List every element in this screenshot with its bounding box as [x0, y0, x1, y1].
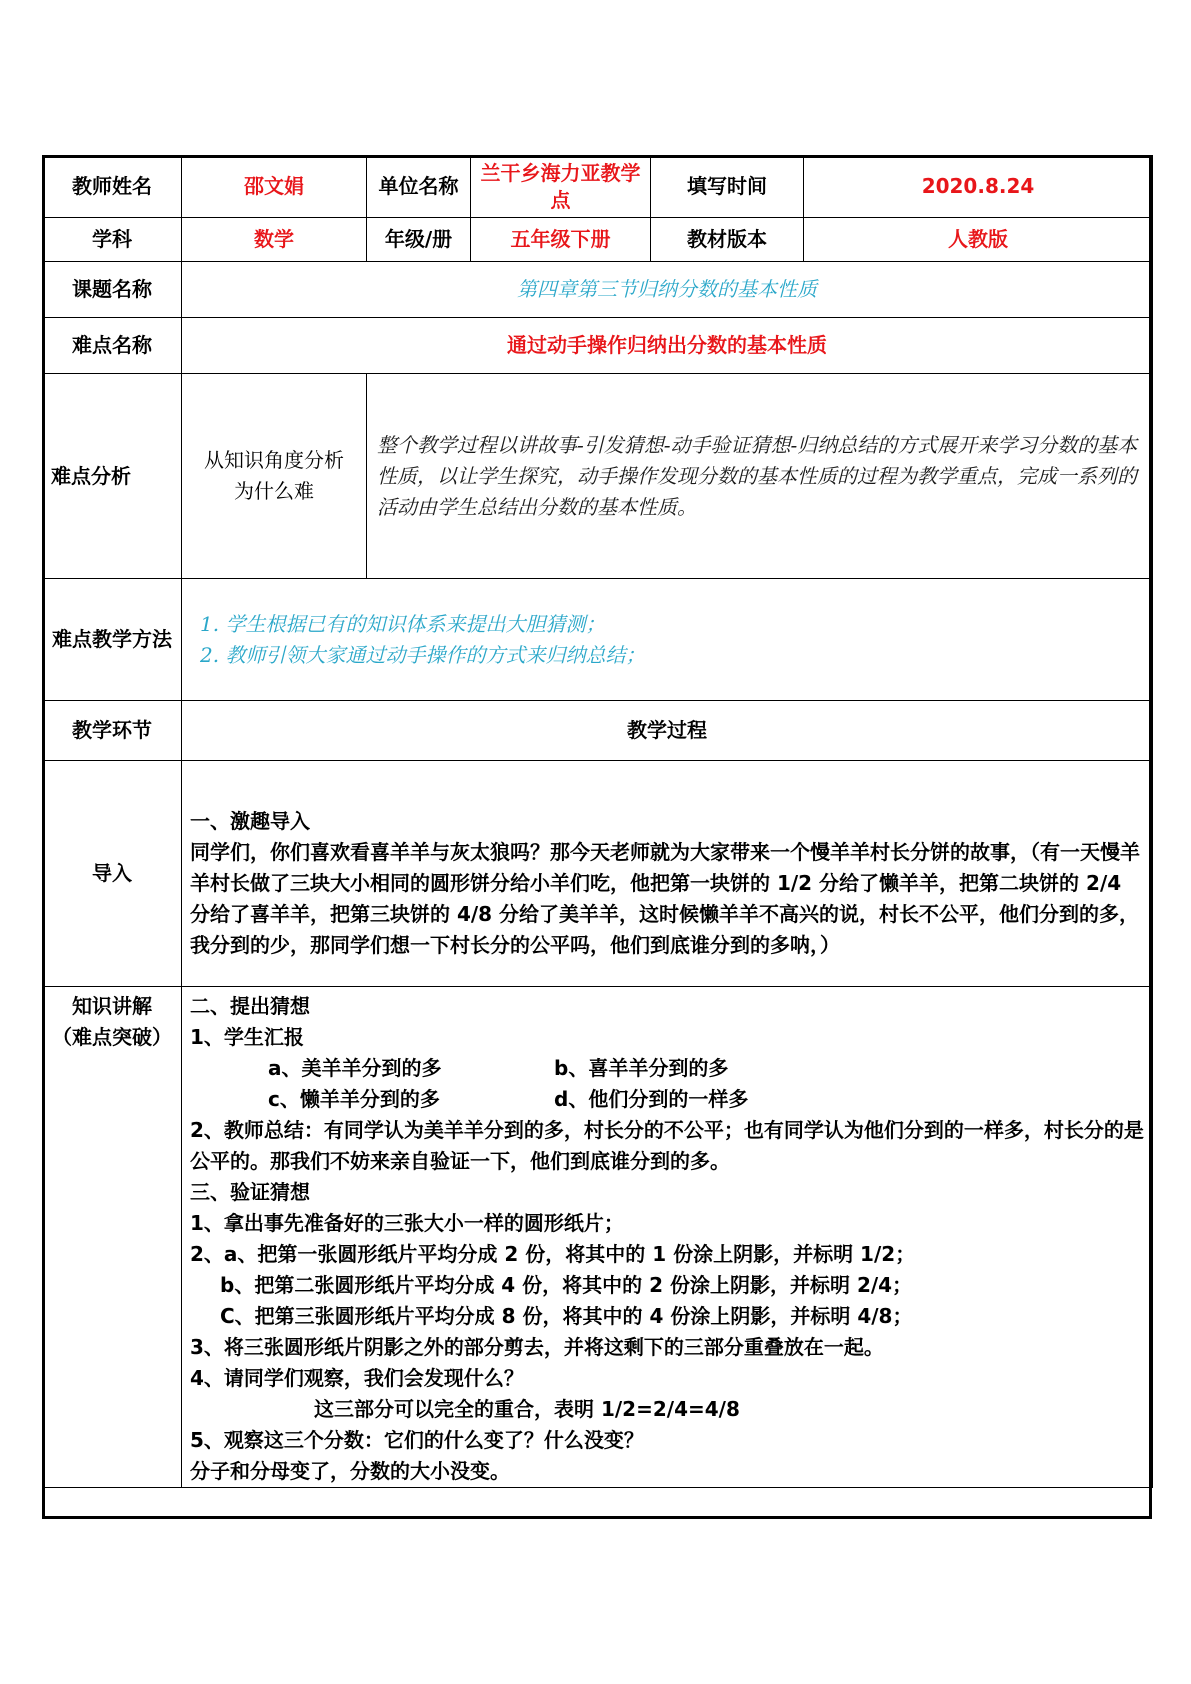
s3-item-4: 4、请同学们观察，我们会发现什么？: [190, 1366, 524, 1390]
option-c: c、懒羊羊分到的多: [268, 1087, 440, 1111]
option-a: a、美羊羊分到的多: [268, 1056, 442, 1080]
subject-label: 学科: [43, 218, 182, 262]
s3-item-1: 1、拿出事先准备好的三张大小一样的圆形纸片；: [190, 1211, 624, 1235]
s2-item-2: 2、教师总结：有同学认为美羊羊分到的多，村长分的不公平；也有同学认为他们分到的一样多，村长分的是公平的。那我们不妨来亲自验证一下，他们到底谁分到的多。: [190, 1118, 1144, 1173]
s3-item-2a: 2、a、把第一张圆形纸片平均分成 2 份，将其中的 1 份涂上阴影，并标明 1/2；: [190, 1242, 916, 1266]
s3-item-5-answer: 分子和分母变了，分数的大小没变。: [190, 1459, 510, 1483]
s3-item-4-answer: 这三部分可以完全的重合，表明 1/2=2/4=4/8: [314, 1397, 740, 1421]
knowledge-label-line1: 知识讲解: [72, 994, 152, 1018]
method-list: [182, 579, 1153, 701]
process-stage-label: 教学环节: [43, 701, 182, 761]
intro-content: [182, 761, 1153, 987]
grade-label: 年级/册: [367, 218, 471, 262]
method-item: 1. 学生根据已有的知识体系来提出大胆猜测；: [200, 611, 606, 636]
lesson-plan-table: [42, 155, 1153, 1488]
unit-value: 兰干乡海力亚教学点: [471, 156, 651, 218]
method-label: 难点教学方法: [43, 579, 182, 701]
topic-label: 课题名称: [43, 262, 182, 318]
knowledge-label-line2: （难点突破）: [52, 1025, 172, 1049]
lesson-plan-sheet: [42, 155, 1152, 1519]
grade-value: 五年级下册: [471, 218, 651, 262]
s3-item-5: 5、观察这三个分数：它们的什么变了？什么没变？: [190, 1428, 644, 1452]
knowledge-label: [43, 987, 182, 1488]
intro-label: 导入: [43, 761, 182, 987]
teacher-value: 邵文娟: [182, 156, 367, 218]
analysis-sub-label: 从知识角度分析为什么难: [182, 374, 367, 579]
time-label: 填写时间: [651, 156, 804, 218]
intro-text: 同学们，你们喜欢看喜羊羊与灰太狼吗？那今天老师就为大家带来一个慢羊羊村长分饼的故事，（有一天慢羊羊村长做了三块大小相同的圆形饼分给小羊们吃，他把第一块饼的 1/2 分给了懒羊羊，把第二块饼的 2/4 分给了喜羊羊，把第三块饼的 4/8 分给了美羊羊，这时候懒羊羊不高兴的说，村长不公平，他们分到的多，我分到的少，那同学们想一下村长分的公平吗，他们到底谁分到的多呐，）: [190, 840, 1140, 957]
teacher-label: 教师姓名: [43, 156, 182, 218]
intro-title: 一、激趣导入: [190, 809, 310, 833]
difficulty-value: 通过动手操作归纳出分数的基本性质: [182, 318, 1153, 374]
method-item: 2. 教师引领大家通过动手操作的方式来归纳总结；: [200, 642, 646, 667]
s3-title: 三、验证猜想: [190, 1180, 310, 1204]
option-d: d、他们分到的一样多: [554, 1087, 749, 1111]
option-b: b、喜羊羊分到的多: [554, 1056, 729, 1080]
s3-item-2b: b、把第二张圆形纸片平均分成 4 份，将其中的 2 份涂上阴影，并标明 2/4；: [220, 1273, 913, 1297]
topic-value: 第四章第三节归纳分数的基本性质: [182, 262, 1153, 318]
s3-item-3: 3、将三张圆形纸片阴影之外的部分剪去，并将这剩下的三部分重叠放在一起。: [190, 1335, 884, 1359]
difficulty-label: 难点名称: [43, 318, 182, 374]
analysis-label: 难点分析: [43, 374, 182, 579]
options-row-1: [190, 1053, 1144, 1084]
s2-item-1: 1、学生汇报: [190, 1025, 304, 1049]
time-value: 2020.8.24: [804, 156, 1153, 218]
options-row-2: [190, 1084, 1144, 1115]
unit-label: 单位名称: [367, 156, 471, 218]
s2-title: 二、提出猜想: [190, 994, 310, 1018]
edition-value: 人教版: [804, 218, 1153, 262]
s3-item-2c: C、把第三张圆形纸片平均分成 8 份，将其中的 4 份涂上阴影，并标明 4/8；: [220, 1304, 913, 1328]
process-header-value: 教学过程: [182, 701, 1153, 761]
knowledge-content: [182, 987, 1153, 1488]
subject-value: 数学: [182, 218, 367, 262]
edition-label: 教材版本: [651, 218, 804, 262]
analysis-text: 整个教学过程以讲故事-引发猜想-动手验证猜想-归纳总结的方式展开来学习分数的基本性质，以让学生探究，动手操作发现分数的基本性质的过程为教学重点，完成一系列的活动由学生总结出分数的基本性质。: [367, 374, 1153, 579]
